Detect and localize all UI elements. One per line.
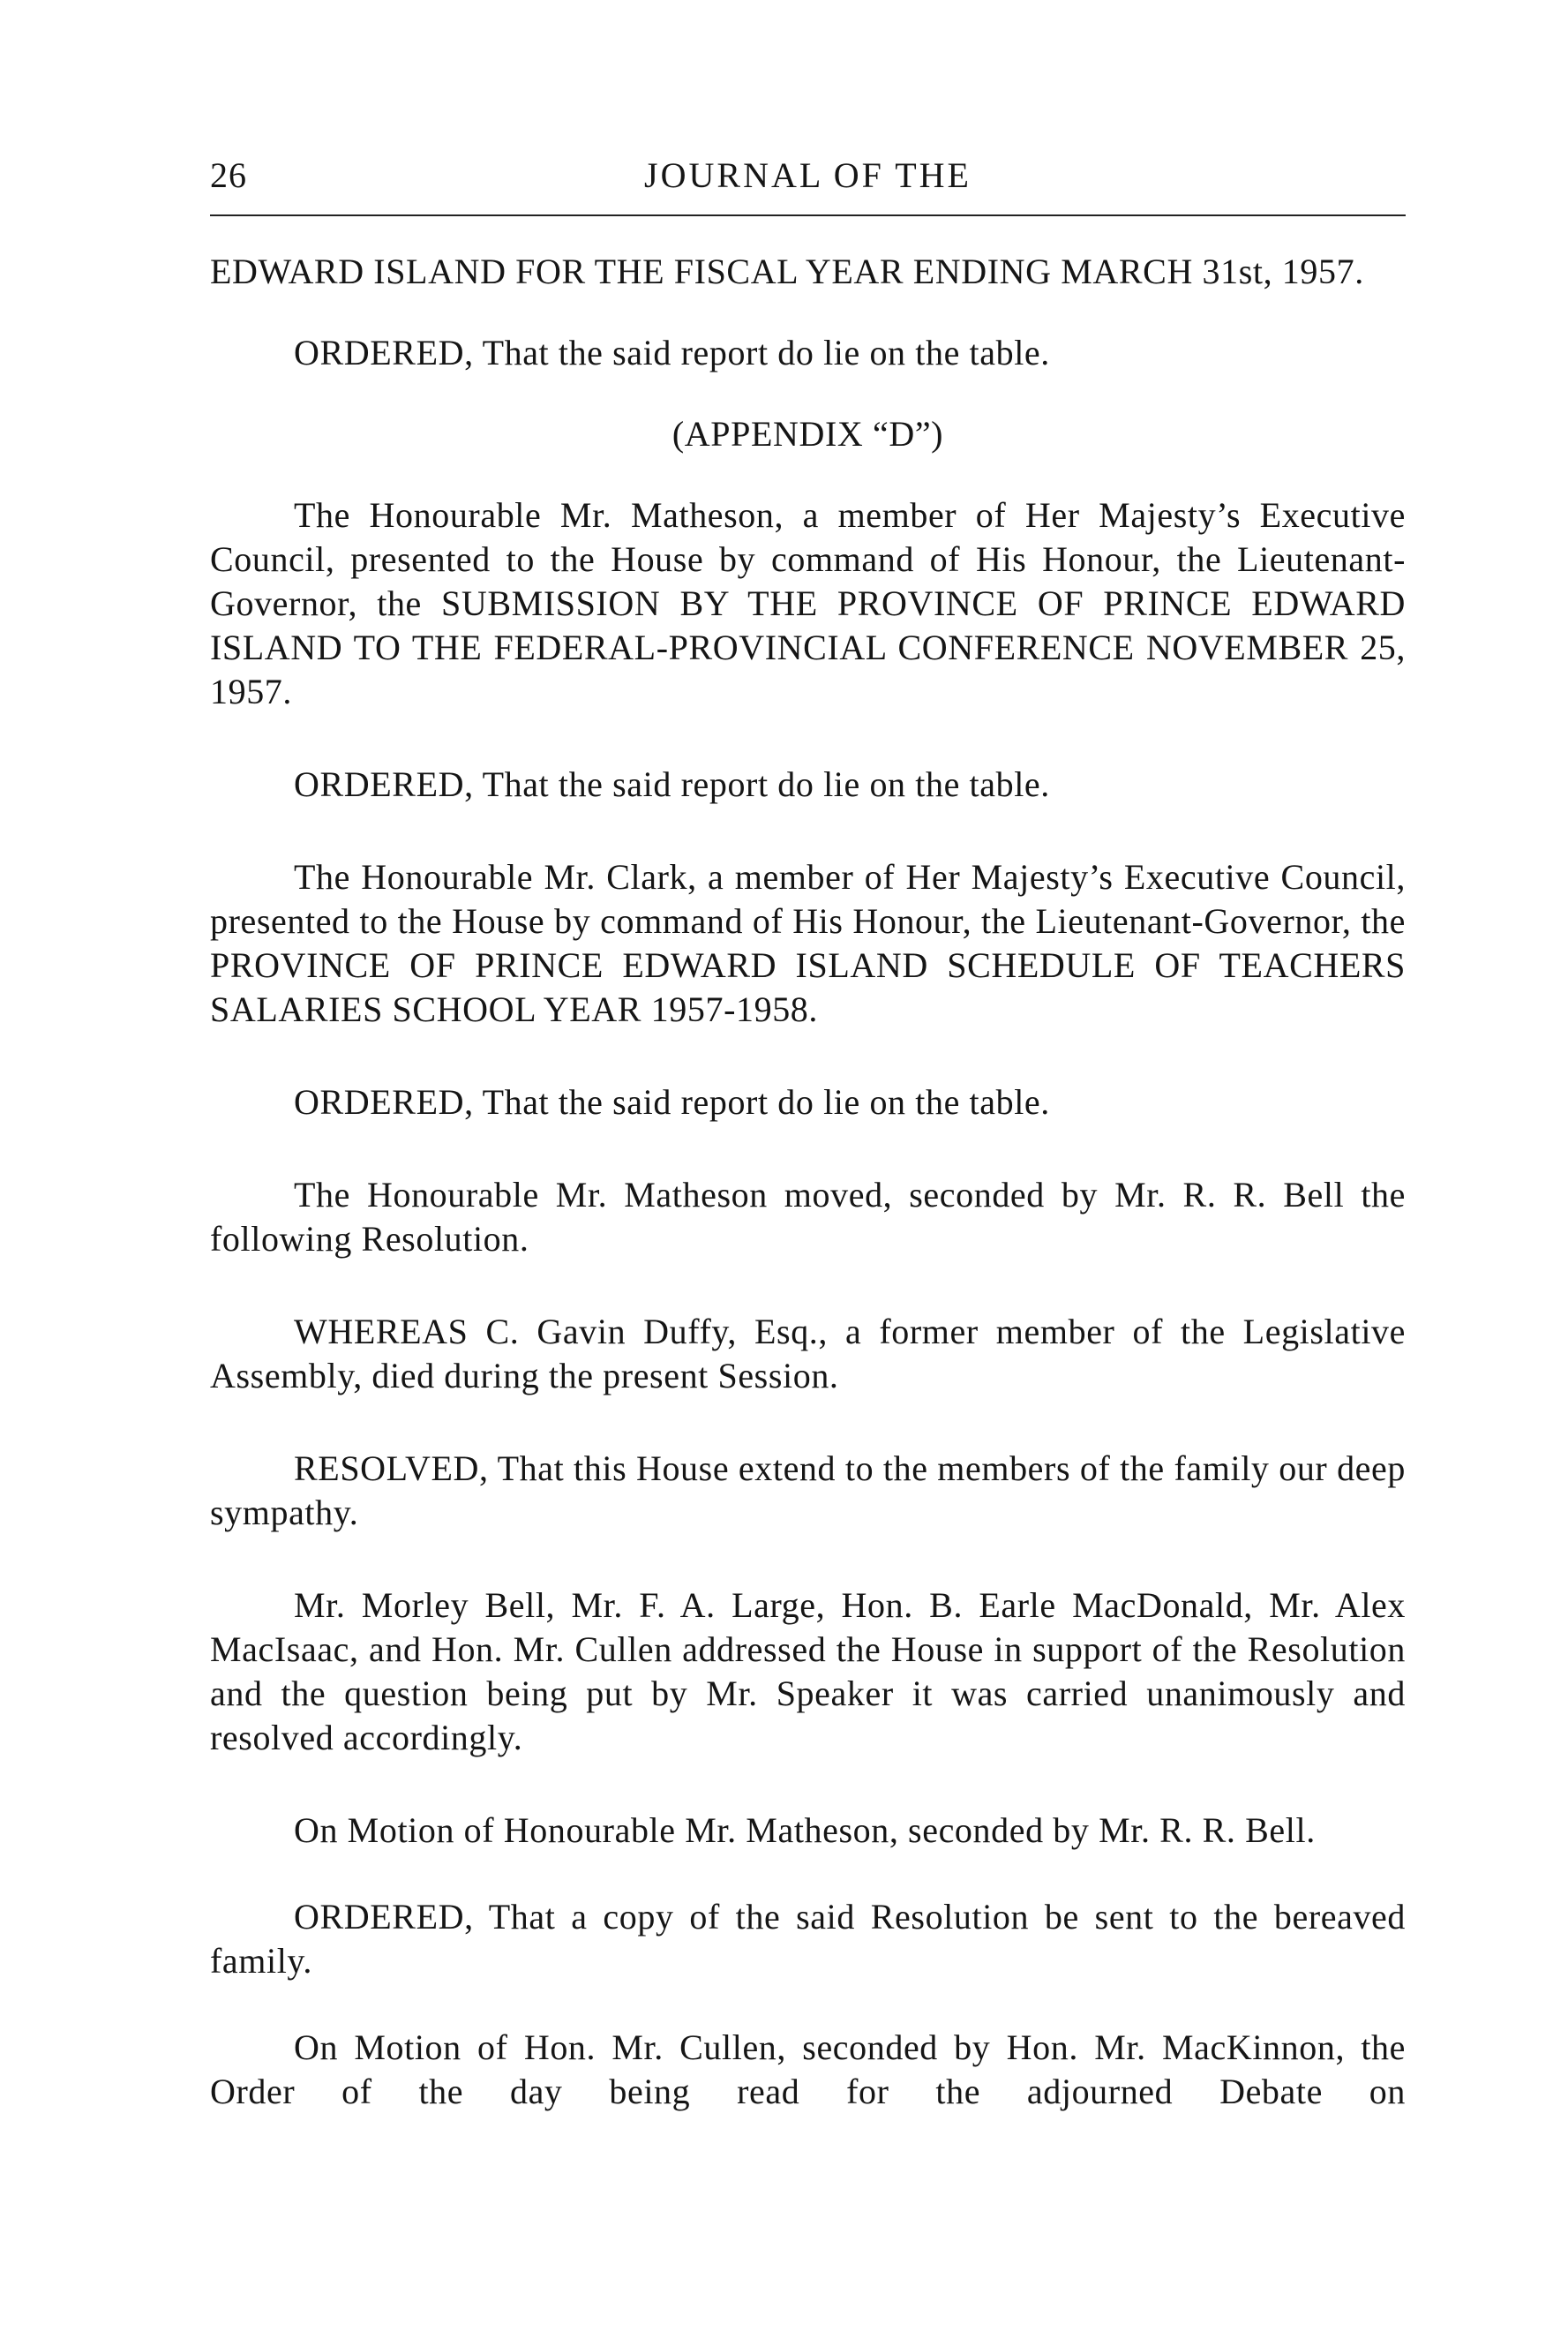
paragraph-ordered: ORDERED, That the said report do lie on the table.	[294, 1082, 1050, 1122]
paragraph-ordered-copy: ORDERED, That a copy of the said Resolution be sent to the bereaved family.	[210, 1897, 1406, 1981]
journal-page	[210, 154, 1406, 2114]
appendix-heading: (APPENDIX “D”)	[671, 414, 944, 454]
paragraph-matheson-submission: The Honourable Mr. Matheson, a member of Her Majesty’s Executive Council, presented to the House by command of His Honour, the Lieutenant-Governor, the SUBMISSION BY THE PROVINCE OF PRINCE EDWARD ISLAND TO THE FEDERAL-PROVINCIAL CONFERENCE NOVEMBER 25, 1957.	[210, 495, 1406, 711]
paragraph-continuation: EDWARD ISLAND FOR THE FISCAL YEAR ENDING MARCH 31st, 1957.	[210, 252, 1364, 291]
paragraph-motion: The Honourable Mr. Matheson moved, seconded by Mr. R. R. Bell the following Resolution.	[210, 1175, 1406, 1259]
page-number: 26	[210, 155, 247, 195]
paragraph-on-motion: On Motion of Honourable Mr. Matheson, seconded by Mr. R. R. Bell.	[294, 1810, 1316, 1850]
page-header	[210, 154, 1406, 207]
paragraph-ordered: ORDERED, That the said report do lie on the table.	[294, 333, 1050, 372]
paragraph-addresses: Mr. Morley Bell, Mr. F. A. Large, Hon. B. Earle MacDonald, Mr. Alex MacIsaac, and Hon. Mr. Cullen addressed the House in support of the Resolution and the question being put by Mr. Speaker it was carried unanimously and resolved accordingly.	[210, 1585, 1406, 1757]
paragraph-resolved: RESOLVED, That this House extend to the members of the family our deep sympathy.	[210, 1448, 1406, 1532]
running-head: JOURNAL OF THE	[644, 155, 972, 195]
paragraph-ordered: ORDERED, That the said report do lie on the table.	[294, 764, 1050, 804]
paragraph-on-motion-cullen: On Motion of Hon. Mr. Cullen, seconded by Hon. Mr. MacKinnon, the Order of the day being read for the adjourned Debate on	[210, 2027, 1406, 2111]
paragraph-whereas: WHEREAS C. Gavin Duffy, Esq., a former member of the Legislative Assembly, died during the present Session.	[210, 1312, 1406, 1395]
header-rule	[210, 214, 1406, 216]
paragraph-clark-schedule: The Honourable Mr. Clark, a member of Her Majesty’s Executive Council, presented to the House by command of His Honour, the Lieutenant-Governor, the PROVINCE OF PRINCE EDWARD ISLAND SCHEDULE OF TEACHERS SALARIES SCHOOL YEAR 1957-1958.	[210, 857, 1406, 1029]
